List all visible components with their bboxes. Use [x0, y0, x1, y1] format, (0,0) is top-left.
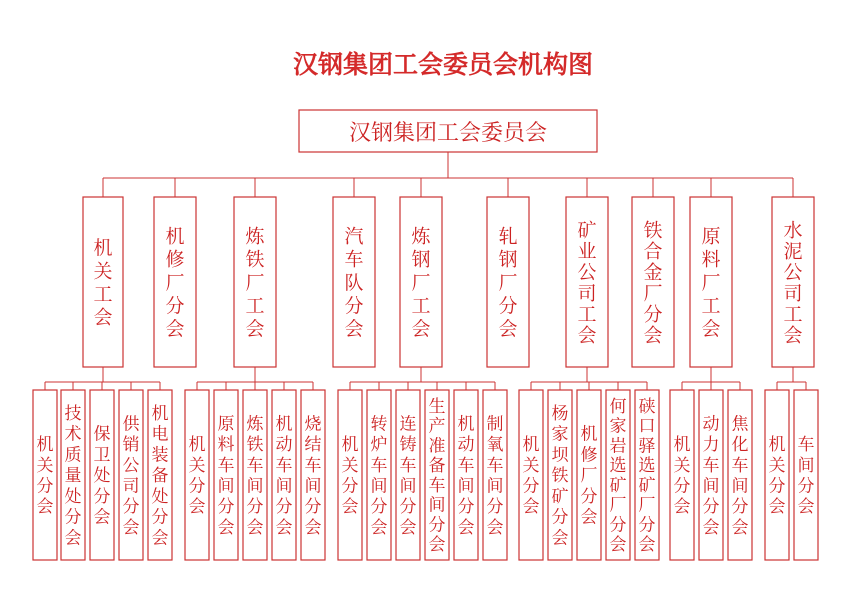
unit-label: 机关工会	[93, 237, 113, 329]
branch-label: 机关分会	[673, 435, 691, 518]
branch-label: 生产准备车间分会	[428, 397, 446, 556]
branch-label: 机关分会	[188, 435, 206, 518]
branch-label: 机关分会	[522, 435, 540, 518]
unit-label: 原料厂工会	[701, 225, 721, 341]
branch-label: 机电装备处分会	[151, 403, 169, 549]
unit-label: 轧钢厂分会	[498, 225, 518, 341]
unit-label: 水泥公司工会	[783, 219, 803, 347]
branch-label: 机动车间分会	[457, 414, 475, 538]
branch-label: 连铸车间分会	[399, 414, 417, 538]
branch-label: 何家岩选矿厂分会	[609, 397, 627, 556]
branch-label: 焦化车间分会	[731, 414, 749, 538]
branch-label: 硖口驿选矿厂分会	[638, 397, 656, 556]
branch-label: 炼铁车间分会	[246, 414, 264, 538]
unit-label: 矿业公司工会	[577, 219, 597, 347]
branch-label: 机关分会	[341, 435, 359, 518]
unit-label: 炼铁厂工会	[245, 225, 265, 341]
unit-label: 炼钢厂工会	[411, 225, 431, 341]
branch-label: 动力车间分会	[702, 414, 720, 538]
branch-label: 机动车间分会	[275, 414, 293, 538]
chart-title: 汉钢集团工会委员会机构图	[292, 50, 594, 79]
branch-label: 制氧车间分会	[486, 414, 504, 538]
branch-label: 原料车间分会	[217, 414, 235, 538]
branch-label: 机关分会	[768, 435, 786, 518]
branch-label: 转炉车间分会	[370, 414, 388, 538]
branch-label: 保卫处分会	[93, 424, 111, 528]
unit-label: 铁合金厂分会	[643, 219, 663, 347]
unit-label: 机修厂分会	[165, 225, 185, 341]
branch-label: 机关分会	[36, 435, 54, 518]
branch-label: 机修厂分会	[580, 424, 598, 528]
root-label: 汉钢集团工会委员会	[348, 121, 548, 146]
branch-label: 车间分会	[797, 435, 815, 518]
branch-label: 杨家坝铁矿分会	[551, 403, 569, 549]
unit-label: 汽车队分会	[344, 225, 364, 341]
branch-label: 供销公司分会	[122, 414, 140, 538]
branch-label: 烧结车间分会	[304, 414, 322, 538]
branch-label: 技术质量处分会	[64, 403, 82, 549]
